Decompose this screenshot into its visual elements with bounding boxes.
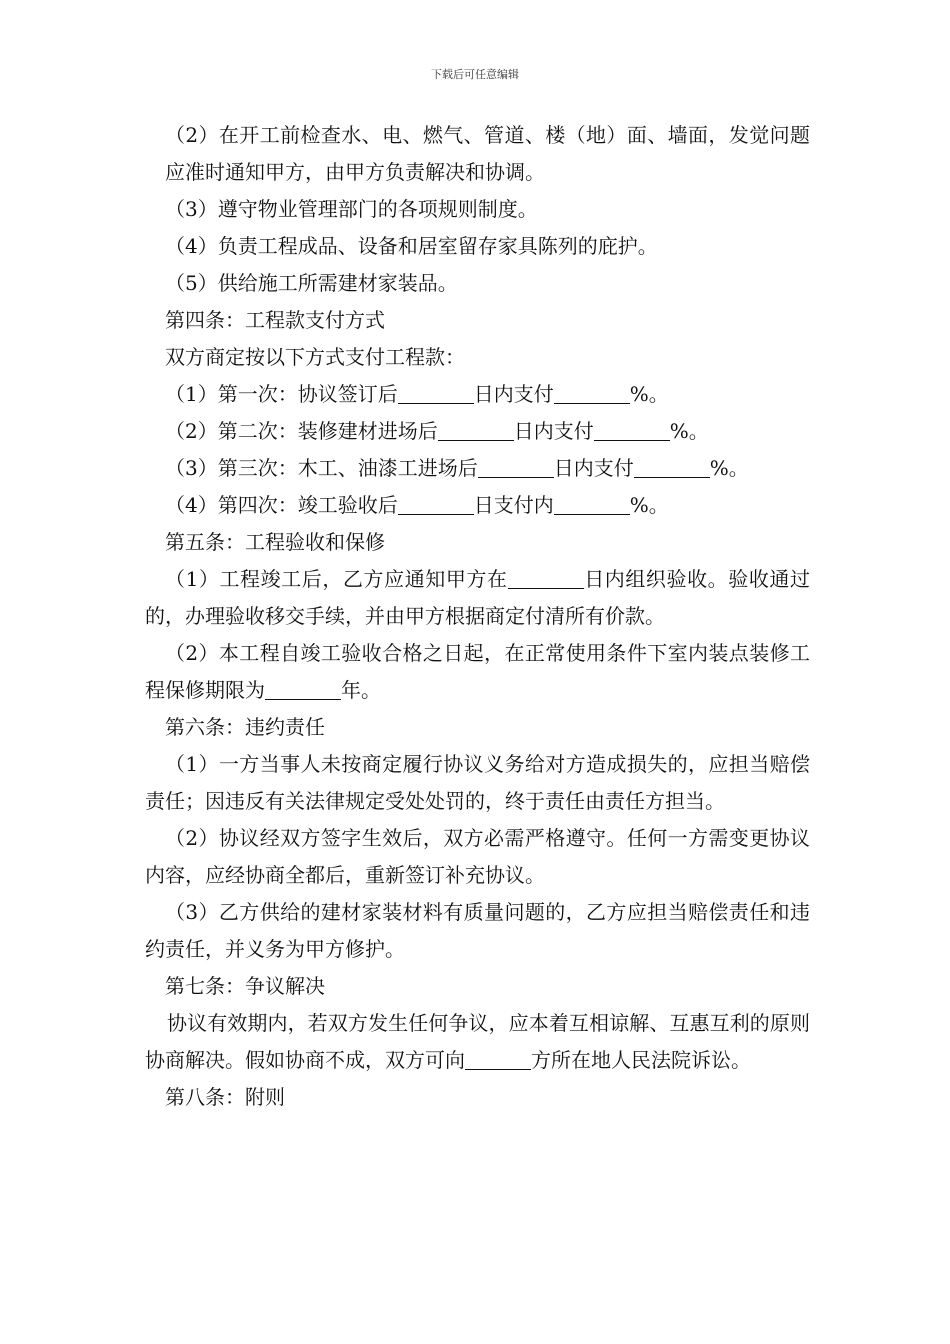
blank-days[interactable]	[398, 494, 474, 515]
document-body	[145, 117, 810, 1116]
payment-1-end: %。	[629, 382, 669, 406]
article-4-intro: 双方商定按以下方式支付工程款：	[165, 345, 465, 369]
art3-item-2: （2）在开工前检查水、电、燃气、管道、楼（地）面、墙面，发觉问题应准时通知甲方，由甲方负责解决和协调。	[165, 123, 810, 184]
acceptance-1-rest: 日内组织验收。验收通过的，办理验收移交手续，并由甲方根据商定付清所有价款。	[145, 567, 810, 628]
blank-days[interactable]	[508, 568, 584, 589]
art3-item-5: （5）供给施工所需建材家装品。	[165, 271, 458, 295]
payment-item-1	[145, 376, 810, 413]
dispute-paragraph	[145, 1005, 810, 1079]
liability-item-3: （3）乙方供给的建材家装材料有质量问题的，乙方应担当赔偿责任和违约责任，并义务为甲方修护。	[145, 900, 810, 961]
article-7-title: 第七条：争议解决	[165, 974, 325, 998]
liability-item-2: （2）协议经双方签字生效后，双方必需严格遵守。任何一方需变更协议内容，应经协商全都后，重新签订补充协议。	[145, 826, 810, 887]
blank-days[interactable]	[398, 383, 474, 404]
article-8-title: 第八条：附则	[165, 1085, 285, 1109]
payment-2-mid: 日内支付	[513, 419, 594, 443]
payment-item-4	[145, 487, 810, 524]
acceptance-1-text: （1）工程竣工后，乙方应通知甲方在	[165, 567, 508, 591]
payment-2-text: （2）第二次：装修建材进场后	[165, 419, 438, 443]
payment-item-2	[145, 413, 810, 450]
payment-3-end: %。	[709, 456, 749, 480]
blank-percent[interactable]	[554, 383, 630, 404]
acceptance-item-1	[145, 561, 810, 635]
blank-percent[interactable]	[634, 457, 710, 478]
payment-4-end: %。	[629, 493, 669, 517]
blank-years[interactable]	[265, 679, 341, 700]
art3-item-3: （3）遵守物业管理部门的各项规则制度。	[165, 197, 538, 221]
payment-1-mid: 日内支付	[473, 382, 554, 406]
payment-item-3	[145, 450, 810, 487]
article-4-title: 第四条：工程款支付方式	[165, 308, 385, 332]
article-5-title: 第五条：工程验收和保修	[165, 530, 385, 554]
warranty-item-2	[145, 635, 810, 709]
blank-percent[interactable]	[594, 420, 670, 441]
blank-percent[interactable]	[554, 494, 630, 515]
payment-4-mid: 日支付内	[473, 493, 554, 517]
blank-days[interactable]	[438, 420, 514, 441]
dispute-text: 协议有效期内，若双方发生任何争议，应本着互相谅解、互惠互利的原则协商解决。假如协商不成，双方可向	[145, 1011, 810, 1072]
liability-item-1: （1）一方当事人未按商定履行协议义务给对方造成损失的，应担当赔偿责任；因违反有关法律规定受处处罚的，终于责任由责任方担当。	[145, 752, 810, 813]
warranty-2-text: （2）本工程自竣工验收合格之日起，在正常使用条件下室内装点装修工程保修期限为	[145, 641, 810, 702]
payment-4-text: （4）第四次：竣工验收后	[165, 493, 398, 517]
payment-3-mid: 日内支付	[553, 456, 634, 480]
warranty-2-end: 年。	[341, 678, 381, 702]
page-header: 下载后可任意编辑	[431, 68, 519, 81]
blank-days[interactable]	[478, 457, 554, 478]
payment-1-text: （1）第一次：协议签订后	[165, 382, 398, 406]
article-6-title: 第六条：违约责任	[165, 715, 325, 739]
dispute-end: 方所在地人民法院诉讼。	[531, 1048, 751, 1072]
payment-2-end: %。	[669, 419, 709, 443]
art3-item-4: （4）负责工程成品、设备和居室留存家具陈列的庇护。	[165, 234, 658, 258]
blank-party[interactable]	[465, 1049, 531, 1070]
payment-3-text: （3）第三次：木工、油漆工进场后	[165, 456, 478, 480]
